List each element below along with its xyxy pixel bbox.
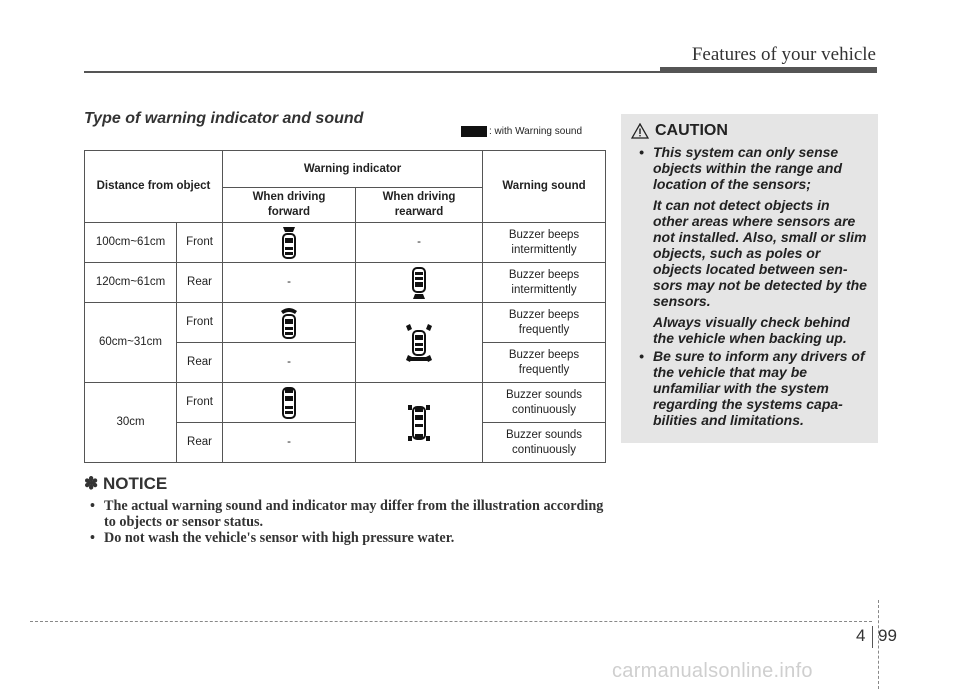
distance-cell: 30cm [85,383,177,463]
table-row [85,263,606,303]
table-row [85,223,606,263]
watermark: carmanualsonline.info [612,660,813,682]
position-cell: Front [177,223,223,263]
car-front-continuous-icon [280,386,298,420]
caution-item: • Be sure to inform any drivers of the vehicle that may be unfamiliar with the system regarding the systems capa-bilities and limitations. [639,348,865,428]
distance-cell: 120cm~61cm [85,263,177,303]
car-front-warning-icon [280,226,298,260]
position-cell: Front [177,303,223,343]
table-row [85,303,606,343]
position-cell: Front [177,383,223,423]
warning-table [84,150,606,463]
rearward-indicator-cell [356,383,483,463]
section-title: Type of warning indicator and sound [84,110,364,127]
header-title: Features of your vehicle [691,44,876,65]
distance-cell: 60cm~31cm [85,303,177,383]
header-rearward: When driving rearward [356,188,483,223]
position-cell: Rear [177,343,223,383]
chapter-number: 4 [856,626,866,645]
distance-cell: 100cm~61cm [85,223,177,263]
sound-cell: Buzzer sounds continuously [483,383,606,423]
sound-cell: Buzzer beeps frequently [483,303,606,343]
sound-cell: Buzzer beeps frequently [483,343,606,383]
caution-paragraph: Always visually check behind the vehicle when backing up. [653,314,850,346]
page-separator [872,626,873,648]
notice-list [84,498,606,546]
notice-title: ✽ NOTICE [84,474,168,493]
footer-rule [30,621,872,622]
rearward-indicator-cell: - [356,223,483,263]
rearward-indicator-cell [356,263,483,303]
forward-indicator-cell [223,383,356,423]
header-warning-indicator: Warning indicator [223,151,483,188]
forward-indicator-cell: - [223,423,356,463]
forward-indicator-cell [223,303,356,343]
legend [461,126,582,137]
header-rule [84,71,660,73]
header-warning-sound: Warning sound [483,151,606,223]
notice-item: • Do not wash the vehicle's sensor with high pressure water. [90,530,455,546]
sound-cell: Buzzer beeps intermittently [483,263,606,303]
page-number: 99 [878,626,897,645]
caution-item-text: This system can only sense objects within the range and location of the sensors; [653,144,843,192]
notice-item: • The actual warning sound and indicator may differ from the illustration according to objects or sensor status. [90,498,604,530]
caution-item: • This system can only sense objects within the range and location of the sensors; It can not detect objects in other areas where sensors are not installed. Also, small or slim objects, such as poles or objects located between sen-sors may not be detected by the sensors. Always visually check behind the vehicle when backing up. [639,144,867,346]
caution-list [631,144,868,428]
legend-text: : with Warning sound [489,126,583,137]
car-all-continuous-icon [406,403,432,443]
table-row [85,383,606,423]
car-front-warning-icon [278,306,300,340]
caution-box [621,114,878,443]
position-cell: Rear [177,423,223,463]
caution-header [631,122,868,140]
car-all-sensors-icon [402,323,436,363]
header-distance: Distance from object [85,151,223,223]
caution-item-text: Be sure to inform any drivers of the vehicle that may be unfamiliar with the system regarding the systems capa-bilities and limitations. [653,348,865,428]
position-cell: Rear [177,263,223,303]
car-rear-warning-icon [410,266,428,300]
forward-indicator-cell [223,223,356,263]
sound-cell: Buzzer beeps intermittently [483,223,606,263]
sound-cell: Buzzer sounds continuously [483,423,606,463]
notice-item-text: The actual warning sound and indicator may differ from the illustration according to objects or sensor status. [104,498,604,530]
rearward-indicator-cell [356,303,483,383]
header-rule-thick [660,67,877,73]
caution-title: CAUTION [655,122,728,139]
notice-item-text: Do not wash the vehicle's sensor with high pressure water. [104,530,455,546]
forward-indicator-cell: - [223,343,356,383]
warning-triangle-icon [631,123,649,139]
forward-indicator-cell: - [223,263,356,303]
legend-swatch [461,126,487,137]
header-forward: When driving forward [223,188,356,223]
caution-paragraph: It can not detect objects in other areas where sensors are not installed. Also, small or slim objects, such as poles or objects located between sen-sors may not be detected by the sensors. [653,197,867,309]
